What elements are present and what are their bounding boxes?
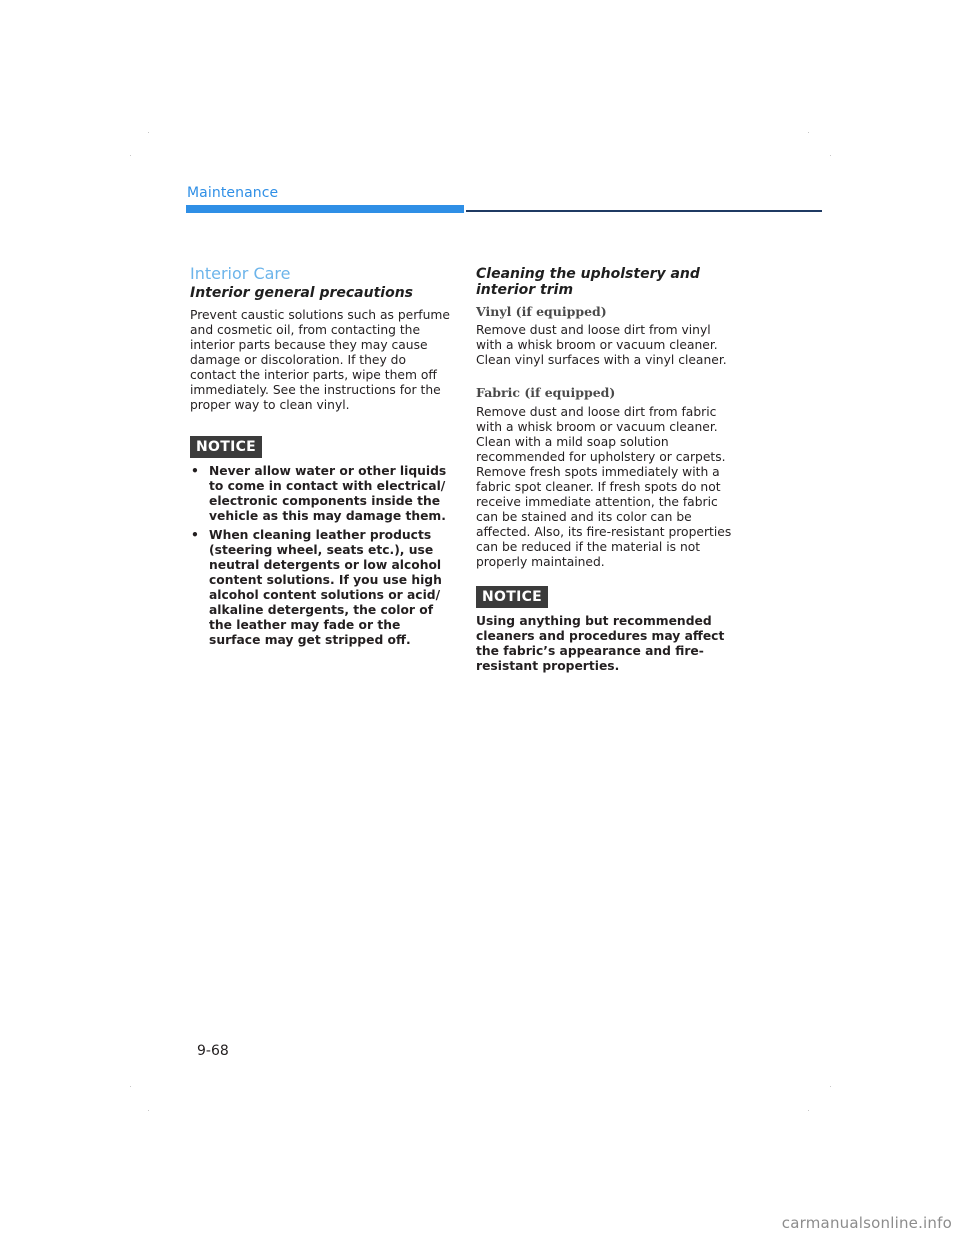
notice-block: [476, 586, 738, 674]
notice-block: [190, 436, 452, 648]
watermark: carmanualsonline.info: [781, 1214, 952, 1232]
section-title: Cleaning the upholstery and interior trim: [476, 266, 700, 298]
notice-label: NOTICE: [190, 436, 262, 458]
fabric-paragraph: Remove dust and loose dirt from fabric with a whisk broom or vacuum cleaner. Clean with a mild soap solution recommended for upholstery or carpets. Remove fresh spots immediately with a fabric spot cleaner. If fresh spots do not receive immediate attention, the fabric can be stained and its color can be affected. Also, its fire-resistant properties can be reduced if the material is not properly maintained.: [476, 405, 732, 569]
running-header: Maintenance: [187, 185, 279, 201]
notice-label: NOTICE: [476, 586, 548, 608]
crop-mark: [130, 155, 131, 156]
crop-mark: [830, 1086, 831, 1087]
bullet-icon: •: [191, 464, 199, 478]
notice-list: [190, 464, 452, 648]
bullet-icon: •: [191, 528, 199, 542]
left-column: [190, 264, 452, 648]
crop-mark: [148, 1110, 149, 1111]
vinyl-heading: Vinyl (if equipped): [476, 304, 607, 319]
notice-item-text: Never allow water or other liquids to come in contact with electrical/ electronic components inside the vehicle as this may damage them.: [209, 464, 447, 523]
section-title: Interior Care: [190, 264, 291, 283]
crop-mark: [808, 132, 809, 133]
notice-text: Using anything but recommended cleaners and procedures may affect the fabric’s appearance and fire-resistant properties.: [476, 614, 725, 673]
vinyl-paragraph: Remove dust and loose dirt from vinyl with a whisk broom or vacuum cleaner. Clean vinyl surfaces with a vinyl cleaner.: [476, 323, 727, 367]
intro-paragraph: Prevent caustic solutions such as perfume and cosmetic oil, from contacting the interior parts because they may cause damage or discoloration. If they do contact the interior parts, wipe them off immediately. See the instructions for the proper way to clean vinyl.: [190, 308, 450, 412]
notice-item: [190, 528, 452, 648]
header-bar-thin: [466, 210, 822, 212]
crop-mark: [830, 155, 831, 156]
notice-item: [190, 464, 452, 524]
fabric-heading: Fabric (if equipped): [476, 385, 616, 400]
crop-mark: [130, 1086, 131, 1087]
page-number: 9-68: [197, 1043, 229, 1059]
crop-mark: [808, 1110, 809, 1111]
header-bar-thick: [186, 205, 464, 213]
crop-mark: [148, 132, 149, 133]
right-column: [476, 264, 738, 674]
notice-item-text: When cleaning leather products (steering wheel, seats etc.), use neutral detergents or low alcohol content solutions. If you use high alcohol content solutions or acid/ alkaline detergents, the color of the leather may fade or the surface may get stripped off.: [209, 528, 442, 647]
subsection-title: Interior general precautions: [190, 285, 414, 301]
